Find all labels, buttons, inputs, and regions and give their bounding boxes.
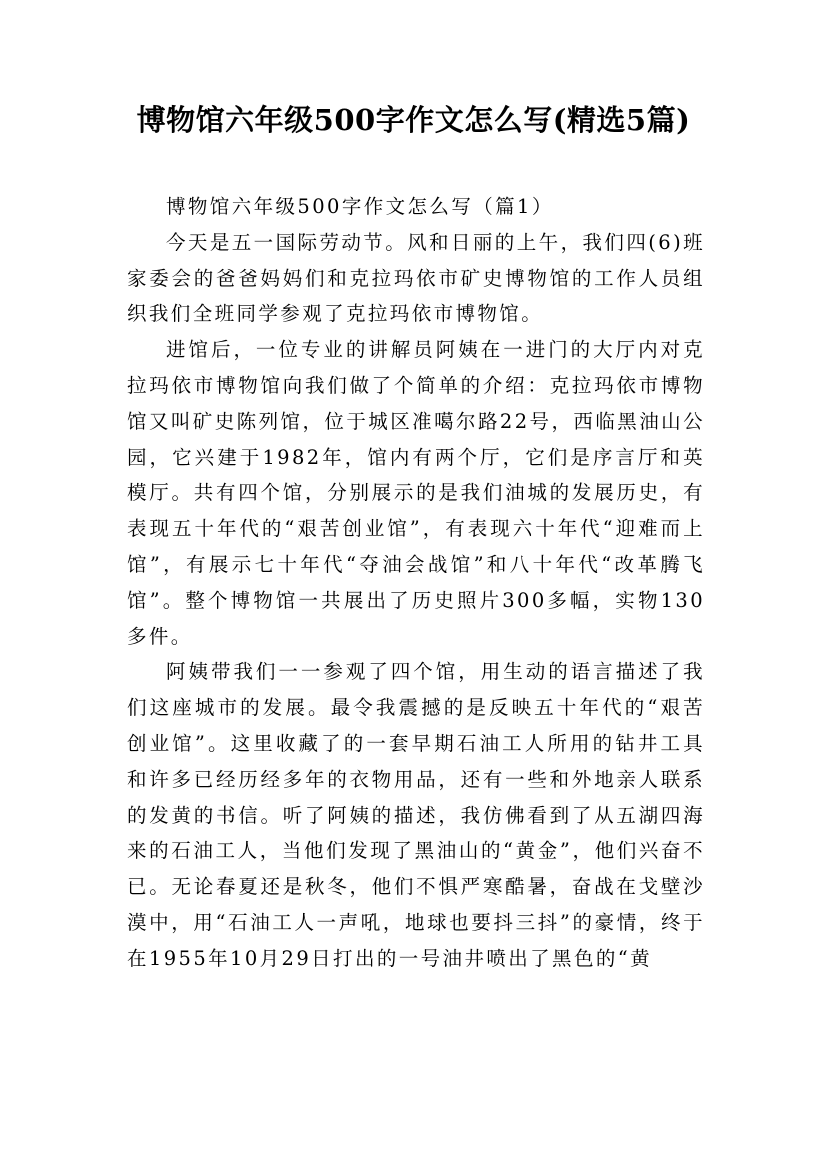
paragraph-2: 进馆后，一位专业的讲解员阿姨在一进门的大厅内对克拉玛依市博物馆向我们做了个简单的介绍：克拉玛依市博物馆又叫矿史陈列馆，位于城区准噶尔路22号，西临黑油山公园，它兴建于1982年，馆内有两个厅，它们是序言厅和英模厅。共有四个馆，分别展示的是我们油城的发展历史，有表现五十年代的“艰苦创业馆”，有表现六十年代“迎难而上馆”，有展示七十年代“夺油会战馆”和八十年代“改革腾飞馆”。整个博物馆一共展出了历史照片300多幅，实物130多件。 xyxy=(127,338,705,648)
document-body xyxy=(127,189,705,977)
paragraph-3: 阿姨带我们一一参观了四个馆，用生动的语言描述了我们这座城市的发展。最令我震撼的是反映五十年代的“艰苦创业馆”。这里收藏了的一套早期石油工人所用的钻井工具和许多已经历经多年的衣物用品，还有一些和外地亲人联系的发黄的书信。听了阿姨的描述，我仿佛看到了从五湖四海来的石油工人，当他们发现了黑油山的“黄金”，他们兴奋不已。无论春夏还是秋冬，他们不惧严寒酷暑，奋战在戈壁沙漠中，用“石油工人一声吼，地球也要抖三抖”的豪情，终于在1955年10月29日打出的一号油井喷出了黑色的“黄 xyxy=(127,660,705,970)
essay-subheading: 博物馆六年级500字作文怎么写（篇1） xyxy=(166,195,554,218)
paragraph-1: 今天是五一国际劳动节。风和日丽的上午，我们四(6)班家委会的爸爸妈妈们和克拉玛依市矿史博物馆的工作人员组织我们全班同学参观了克拉玛依市博物馆。 xyxy=(127,230,705,326)
document-title: 博物馆六年级500字作文怎么写(精选5篇) xyxy=(136,103,691,137)
